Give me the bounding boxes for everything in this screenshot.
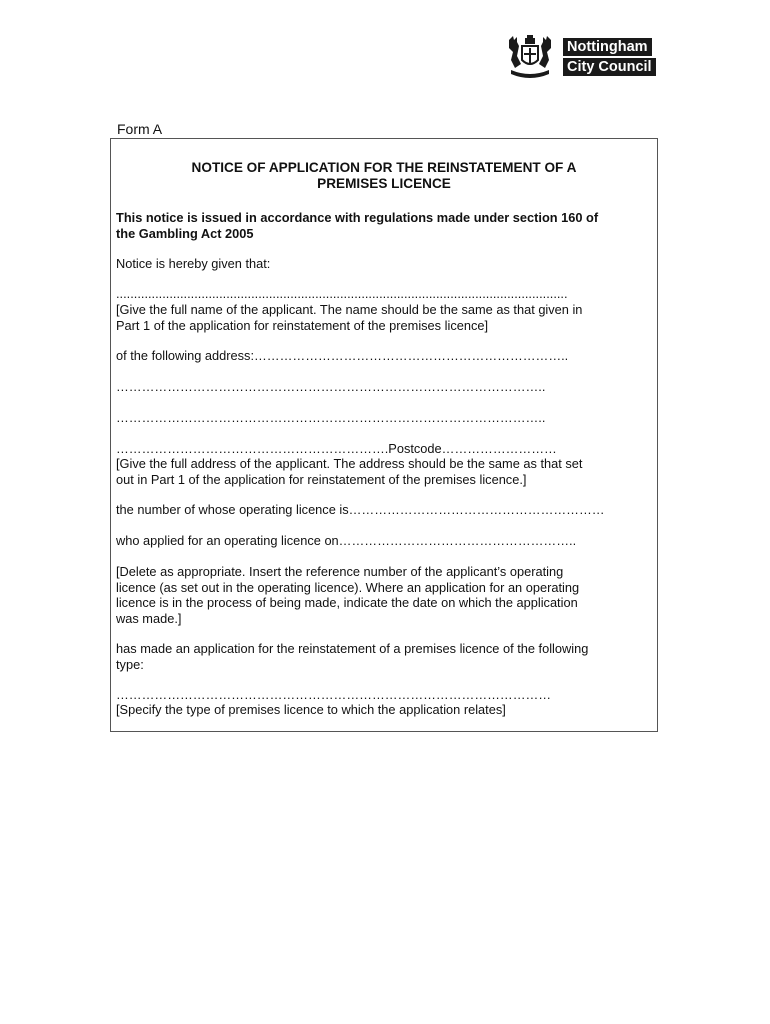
notice-title: [116, 160, 652, 192]
name-hint-line-1: [Give the full name of the applicant. The name should be the same as that given in: [116, 302, 583, 317]
delete-hint-line-4: was made.]: [116, 610, 182, 626]
notice-given-text: Notice is hereby given that:: [116, 256, 271, 271]
licence-type-statement: [116, 641, 652, 672]
licence-type-hint: [Specify the type of premises licence to which the application relates]: [116, 702, 506, 717]
applied-date-line: who applied for an operating licence on………………………………………………..: [116, 533, 577, 548]
logo-text-city-council: City Council: [563, 58, 656, 76]
applicant-name-field: ...............................................................................................................................: [116, 286, 568, 301]
licence-type-field: …………………………………………………………………………………………: [116, 687, 552, 702]
title-line-2: PREMISES LICENCE: [317, 176, 451, 191]
council-logo: [505, 34, 657, 80]
logo-text-nottingham: Nottingham: [563, 38, 652, 56]
address-hint: [116, 456, 652, 487]
operating-licence-number-line: the number of whose operating licence is……………………………………………………: [116, 502, 605, 517]
address-line-3: ………………………………………………………………………………………..: [116, 410, 546, 425]
address-line-2: ………………………………………………………………………………………..: [116, 379, 546, 394]
regulation-statement: [116, 210, 652, 241]
name-hint-line-2: Part 1 of the application for reinstatement of the premises licence]: [116, 317, 489, 333]
form-label: Form A: [117, 121, 163, 137]
title-line-1: NOTICE OF APPLICATION FOR THE REINSTATEMENT OF A: [191, 160, 577, 175]
regulation-line-1: This notice is issued in accordance with regulations made under section 160 of: [116, 210, 599, 225]
licence-type-line-1: has made an application for the reinstatement of a premises licence of the following: [116, 641, 589, 656]
delete-hint: [116, 564, 652, 626]
delete-hint-line-1: [Delete as appropriate. Insert the reference number of the applicant’s operating: [116, 564, 564, 579]
address-line-1: of the following address:………………………………………………………………..: [116, 348, 569, 363]
name-hint: [116, 302, 652, 333]
postcode-line: ……………………………………………………….Postcode………………………: [116, 441, 557, 456]
coat-of-arms-icon: [505, 34, 555, 80]
address-hint-line-1: [Give the full address of the applicant. The address should be the same as that set: [116, 456, 583, 471]
delete-hint-line-3: licence is in the process of being made, indicate the date on which the application: [116, 595, 578, 610]
regulation-line-2: the Gambling Act 2005: [116, 225, 254, 241]
delete-hint-line-2: licence (as set out in the operating licence). Where an application for an operating: [116, 579, 580, 595]
licence-type-line-2: type:: [116, 656, 144, 672]
address-hint-line-2: out in Part 1 of the application for reinstatement of the premises licence.]: [116, 471, 527, 487]
